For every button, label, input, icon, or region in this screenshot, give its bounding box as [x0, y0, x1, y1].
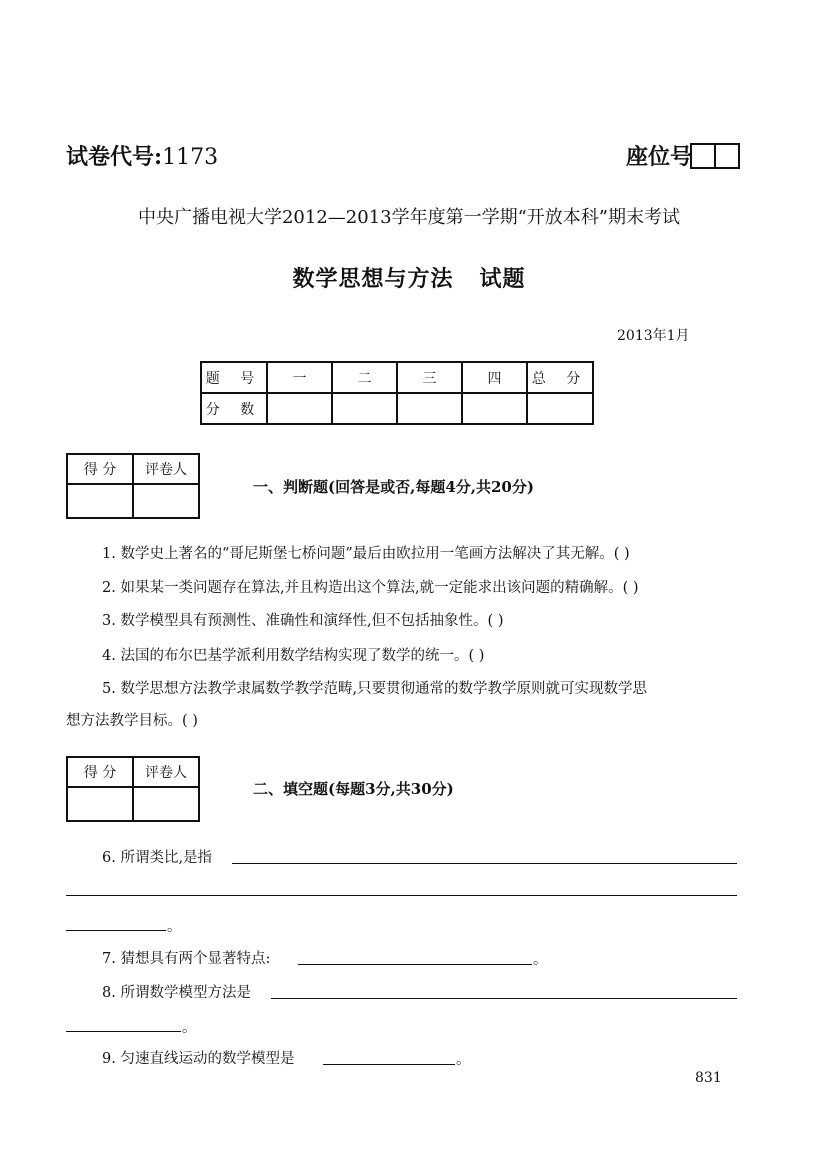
paper-code-label: 试卷代号:	[66, 144, 163, 170]
seat-box	[690, 143, 716, 169]
seat-box	[714, 143, 740, 169]
answer-blank	[298, 963, 532, 965]
exam-date: 2013年1月	[617, 328, 690, 344]
score-cell	[332, 393, 397, 424]
score-cell	[67, 787, 133, 821]
period: 。	[456, 1052, 471, 1068]
question: 2. 如果某一类问题存在算法,并且构造出这个算法,就一定能求出该问题的精确解。( )	[102, 580, 639, 596]
seat-number	[626, 140, 740, 171]
grader-cell	[133, 484, 199, 518]
grader-box	[66, 453, 200, 519]
question: 6. 所谓类比,是指	[102, 850, 213, 866]
exam-title	[0, 262, 818, 293]
answer-blank	[323, 1063, 455, 1065]
question: 4. 法国的布尔巴基学派利用数学结构实现了数学的统一。( )	[102, 648, 485, 664]
question: 3. 数学模型具有预测性、准确性和演绎性,但不包括抽象性。( )	[102, 613, 504, 629]
paper-code	[66, 140, 218, 171]
title-suffix: 试题	[479, 266, 526, 292]
score-table-header: 一	[267, 362, 332, 393]
score-row-label: 分 数	[201, 393, 267, 424]
score-cell	[267, 393, 332, 424]
grader-cell	[133, 787, 199, 821]
period: 。	[167, 919, 182, 935]
period: 。	[533, 952, 548, 968]
section-heading: 一、判断题(回答是或否,每题4分,共20分)	[253, 478, 534, 496]
period: 。	[182, 1020, 197, 1036]
grader-label: 评卷人	[133, 454, 199, 484]
score-cell	[397, 393, 462, 424]
score-label: 得 分	[67, 454, 133, 484]
seat-label: 座位号	[625, 144, 692, 170]
question: 9. 匀速直线运动的数学模型是	[102, 1051, 295, 1067]
score-table-header: 题 号	[201, 362, 267, 393]
score-cell	[527, 393, 593, 424]
section-heading: 二、填空题(每题3分,共30分)	[253, 780, 454, 798]
course-name: 数学思想与方法	[292, 266, 454, 292]
score-table-header: 四	[462, 362, 527, 393]
answer-blank	[271, 997, 737, 999]
score-table-header: 二	[332, 362, 397, 393]
question: 8. 所谓数学模型方法是	[102, 985, 251, 1001]
question-continuation: 想方法教学目标。( )	[66, 713, 198, 729]
question: 1. 数学史上著名的“哥尼斯堡七桥问题”最后由欧拉用一笔画方法解决了其无解。( )	[102, 546, 630, 562]
score-table-header: 总 分	[527, 362, 593, 393]
score-table-header: 三	[397, 362, 462, 393]
question: 7. 猜想具有两个显著特点:	[102, 951, 271, 967]
paper-code-number: 1173	[162, 145, 219, 170]
answer-blank	[66, 894, 737, 896]
page-number: 831	[695, 1070, 722, 1086]
answer-blank	[232, 862, 737, 864]
score-label: 得 分	[67, 757, 133, 787]
grader-label: 评卷人	[133, 757, 199, 787]
score-table	[200, 361, 594, 425]
answer-blank	[66, 1030, 181, 1032]
grader-box	[66, 756, 200, 822]
exam-header-line: 中央广播电视大学2012—2013学年度第一学期“开放本科”期末考试	[137, 207, 681, 228]
score-cell	[67, 484, 133, 518]
question: 5. 数学思想方法教学隶属数学教学范畴,只要贯彻通常的数学教学原则就可实现数学思	[102, 681, 648, 697]
answer-blank	[66, 929, 166, 931]
score-cell	[462, 393, 527, 424]
